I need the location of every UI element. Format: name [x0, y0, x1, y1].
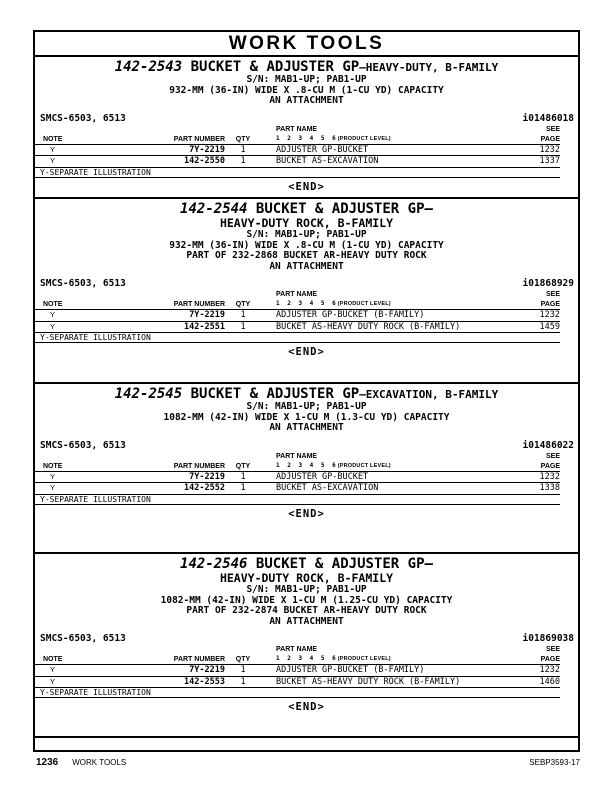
section-subtitle-line: AN ATTACHMENT — [269, 422, 344, 433]
smcs-code: SMCS-6503, 6513 — [40, 278, 126, 289]
col-page: PAGE — [540, 462, 560, 470]
part-number-heading: 142-2544 — [180, 201, 248, 217]
doc-id: i01486018 — [522, 112, 574, 124]
part-number-cell: 7Y-2219 — [189, 471, 225, 482]
table-header-line2 — [35, 134, 560, 145]
qty-cell: 1 — [240, 310, 246, 320]
section-subtitle-line: S/N: MAB1-UP; PAB1-UP — [246, 74, 367, 85]
smcs-code: SMCS-6503, 6513 — [40, 439, 126, 451]
section-subtitle-line: AN ATTACHMENT — [269, 615, 344, 627]
section-subtitle-line: PART OF 232-2868 BUCKET AR-HEAVY DUTY ROCK — [186, 250, 427, 261]
part-name-cell: ADJUSTER GP-BUCKET (B-FAMILY) — [276, 665, 425, 675]
qty-cell: 1 — [240, 144, 246, 155]
section-subtitle-line: AN ATTACHMENT — [269, 260, 344, 272]
note-cell: Y — [50, 483, 56, 492]
part-number-cell: 142-2551 — [184, 321, 225, 332]
note-cell: Y — [50, 665, 56, 674]
col-see: SEE — [545, 125, 560, 133]
end-marker: <END> — [288, 346, 325, 358]
section-subtitle-line: S/N: MAB1-UP; PAB1-UP — [246, 401, 367, 412]
part-section-142-2546 — [35, 554, 578, 738]
table-row — [35, 472, 560, 484]
section-title-text: BUCKET & ADJUSTER GP — [190, 59, 360, 75]
part-section-142-2545 — [35, 384, 578, 554]
section-subtitle-line: AN ATTACHMENT — [269, 95, 344, 106]
part-number-cell: 142-2552 — [184, 483, 225, 493]
col-product-level: 1 2 3 4 5 6 (PRODUCT LEVEL) — [276, 655, 391, 662]
table-header-line2 — [35, 299, 560, 310]
part-name-cell: BUCKET AS-HEAVY DUTY ROCK (B-FAMILY) — [276, 321, 461, 332]
table-header-line1 — [35, 125, 560, 134]
see-page-cell: 1232 — [539, 144, 560, 155]
parts-table — [35, 125, 560, 168]
table-row — [35, 665, 560, 677]
part-number-heading: 142-2545 — [114, 386, 183, 402]
bottom-strip — [35, 738, 578, 750]
col-part-name: PART NAME — [276, 646, 318, 653]
end-marker: <END> — [288, 180, 325, 193]
page-number: 1236 — [36, 757, 59, 768]
col-note: NOTE — [43, 462, 63, 470]
note-cell: Y — [50, 676, 56, 686]
part-number-cell: 142-2550 — [184, 156, 225, 166]
col-page: PAGE — [540, 656, 560, 663]
see-page-cell: 1459 — [539, 321, 560, 332]
col-part-name: PART NAME — [276, 452, 318, 460]
col-note: NOTE — [43, 135, 63, 143]
part-name-cell: ADJUSTER GP-BUCKET — [276, 471, 369, 482]
col-page: PAGE — [540, 301, 560, 308]
section-title — [35, 60, 578, 75]
table-row — [35, 310, 560, 322]
section-subtitle-line: 932-MM (36-IN) WIDE X .8-CU M (1-CU YD) CAPACITY — [169, 239, 444, 251]
col-part-number: PART NUMBER — [173, 656, 225, 663]
footer-section-title: WORK TOOLS — [72, 758, 127, 767]
section-title — [35, 557, 578, 572]
see-page-cell: 1232 — [539, 310, 560, 320]
col-qty: QTY — [235, 135, 251, 143]
section-title-text: BUCKET & ADJUSTER GP– — [255, 201, 433, 217]
col-page: PAGE — [540, 135, 560, 143]
part-name-cell: ADJUSTER GP-BUCKET — [276, 144, 369, 155]
section-title — [35, 202, 578, 217]
doc-id: i01868929 — [522, 278, 574, 289]
footnote: Y-SEPARATE ILLUSTRATION — [35, 333, 560, 343]
parts-table — [35, 452, 560, 495]
col-part-number: PART NUMBER — [173, 462, 225, 470]
section-title-text: BUCKET & ADJUSTER GP — [190, 386, 360, 402]
part-number-heading: 142-2543 — [114, 59, 183, 75]
table-header-line1 — [35, 290, 560, 299]
section-subtitle-line: 1082-MM (42-IN) WIDE X 1-CU M (1.25-CU YD) CAPACITY — [160, 594, 453, 606]
table-header-line2 — [35, 461, 560, 472]
qty-cell: 1 — [240, 321, 246, 332]
doc-id: i01486022 — [522, 439, 574, 451]
col-product-level: 1 2 3 4 5 6 (PRODUCT LEVEL) — [276, 300, 391, 307]
note-cell: Y — [50, 471, 56, 481]
end-marker: <END> — [288, 507, 325, 520]
section-subtitle-line: S/N: MAB1-UP; PAB1-UP — [246, 584, 367, 595]
smcs-row — [35, 632, 578, 644]
document-frame — [33, 30, 580, 752]
table-header-line1 — [35, 645, 560, 654]
col-see: SEE — [545, 452, 560, 460]
note-cell: Y — [50, 310, 56, 319]
part-number-heading: 142-2546 — [180, 556, 248, 572]
col-qty: QTY — [235, 462, 251, 470]
col-note: NOTE — [43, 301, 63, 308]
footnote: Y-SEPARATE ILLUSTRATION — [35, 688, 560, 698]
table-row — [35, 145, 560, 157]
part-number-cell: 142-2553 — [184, 676, 225, 687]
smcs-row — [35, 277, 578, 289]
smcs-code: SMCS-6503, 6513 — [40, 112, 126, 124]
end-marker: <END> — [288, 701, 325, 713]
table-row — [35, 322, 560, 334]
note-cell: Y — [50, 144, 56, 154]
part-name-cell: ADJUSTER GP-BUCKET (B-FAMILY) — [276, 310, 425, 320]
part-name-cell: BUCKET AS-EXCAVATION — [276, 483, 379, 493]
col-see: SEE — [545, 291, 560, 298]
smcs-code: SMCS-6503, 6513 — [40, 633, 126, 644]
col-part-number: PART NUMBER — [173, 301, 225, 308]
col-product-level: 1 2 3 4 5 6 (PRODUCT LEVEL) — [276, 461, 391, 469]
see-page-cell: 1338 — [539, 483, 560, 493]
footnote: Y-SEPARATE ILLUSTRATION — [35, 495, 560, 505]
see-page-cell: 1232 — [539, 471, 560, 482]
section-title-line2: HEAVY-DUTY ROCK, B-FAMILY — [219, 216, 394, 230]
note-cell: Y — [50, 156, 56, 165]
col-qty: QTY — [235, 656, 251, 663]
part-section-142-2543 — [35, 57, 578, 199]
table-row — [35, 156, 560, 168]
see-page-cell: 1337 — [539, 156, 560, 166]
section-subtitle-line: S/N: MAB1-UP; PAB1-UP — [246, 229, 367, 240]
part-name-cell: BUCKET AS-HEAVY DUTY ROCK (B-FAMILY) — [276, 676, 461, 687]
part-section-142-2544 — [35, 199, 578, 384]
part-number-cell: 7Y-2219 — [189, 665, 225, 675]
page-title: WORK TOOLS — [35, 32, 578, 57]
part-name-cell: BUCKET AS-EXCAVATION — [276, 156, 379, 166]
part-number-cell: 7Y-2219 — [189, 310, 225, 320]
section-title-line2: HEAVY-DUTY ROCK, B-FAMILY — [219, 571, 394, 585]
col-note: NOTE — [43, 656, 63, 663]
section-title-suffix: –HEAVY-DUTY, B-FAMILY — [359, 61, 499, 74]
col-part-name: PART NAME — [276, 125, 318, 133]
smcs-row — [35, 439, 578, 451]
section-subtitle-line: PART OF 232-2874 BUCKET AR-HEAVY DUTY ROCK — [186, 605, 427, 616]
parts-table — [35, 645, 560, 688]
section-title-suffix: –EXCAVATION, B-FAMILY — [359, 388, 499, 401]
col-qty: QTY — [235, 301, 251, 308]
table-row — [35, 677, 560, 689]
footnote: Y-SEPARATE ILLUSTRATION — [35, 168, 560, 178]
section-subtitle-line: 932-MM (36-IN) WIDE X .8-CU M (1-CU YD) CAPACITY — [169, 84, 444, 96]
table-header-line2 — [35, 654, 560, 665]
doc-id: i01869038 — [522, 633, 574, 644]
col-part-number: PART NUMBER — [173, 135, 225, 143]
table-header-line1 — [35, 452, 560, 461]
col-see: SEE — [545, 646, 560, 653]
qty-cell: 1 — [240, 471, 246, 482]
section-title-text: BUCKET & ADJUSTER GP– — [255, 556, 433, 572]
note-cell: Y — [50, 321, 56, 331]
section-title — [35, 387, 578, 402]
parts-table — [35, 290, 560, 333]
col-product-level: 1 2 3 4 5 6 (PRODUCT LEVEL) — [276, 134, 391, 142]
page-footer — [36, 757, 580, 768]
see-page-cell: 1460 — [539, 676, 560, 687]
table-row — [35, 483, 560, 495]
smcs-row — [35, 112, 578, 124]
section-subtitle-line: 1082-MM (42-IN) WIDE X 1-CU M (1.3-CU YD) CAPACITY — [163, 411, 450, 423]
see-page-cell: 1232 — [539, 665, 560, 675]
qty-cell: 1 — [240, 483, 246, 493]
doc-number: SEBP3593-17 — [529, 758, 580, 767]
part-number-cell: 7Y-2219 — [189, 144, 225, 155]
col-part-name: PART NAME — [276, 291, 318, 298]
qty-cell: 1 — [240, 676, 246, 687]
qty-cell: 1 — [240, 665, 246, 675]
qty-cell: 1 — [240, 156, 246, 166]
